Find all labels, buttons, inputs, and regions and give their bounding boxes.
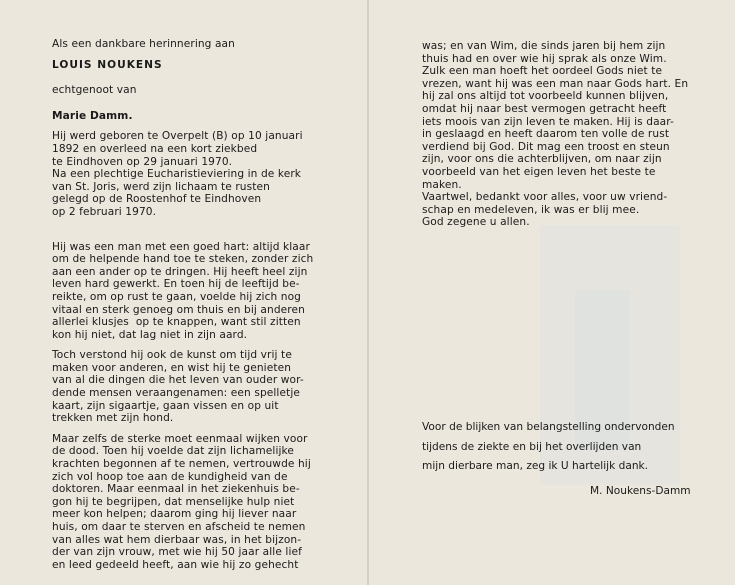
card-fold <box>367 0 369 585</box>
text-line: gon hij te begrijpen, dat menselijke hulp niet <box>52 495 295 508</box>
text-line: was; en van Wim, die sinds jaren bij hem zijn <box>422 40 666 52</box>
text-line: trekken met zijn hond. <box>52 412 174 425</box>
tribute-continuation <box>422 40 707 65</box>
text-line: maken. <box>422 178 462 191</box>
tribute-paragraph-3 <box>52 433 342 572</box>
text-line: Vaartwel, bedankt voor alles, voor uw vriend- <box>422 191 668 204</box>
intro-text: Als een dankbare herinnering aan <box>52 38 235 50</box>
text-line: reikte, om op rust te gaan, voelde hij zich nog <box>52 290 301 303</box>
tribute-paragraph-4 <box>422 65 707 191</box>
text-line: en leed gedeeld heeft, aan wie hij zo gehecht <box>52 558 299 571</box>
thanks-paragraph <box>422 418 707 477</box>
spouse-name: Marie Damm. <box>52 109 133 122</box>
text-line: aan een ander op te dringen. Hij heeft heel zijn <box>52 265 308 278</box>
text-line: te Eindhoven op 29 januari 1970. <box>52 155 233 168</box>
text-line: vrezen, want hij was een man naar Gods hart. En <box>422 77 689 90</box>
text-line: van al die dingen die het leven van ouder wor- <box>52 374 304 387</box>
farewell-paragraph <box>422 191 707 216</box>
text-line: om de helpende hand toe te steken, zonder zich <box>52 253 314 266</box>
text-line: van St. Joris, werd zijn lichaam te rusten <box>52 180 270 193</box>
text-line: Maar zelfs de sterke moet eenmaal wijken voor <box>52 432 308 445</box>
text-line: thuis had en over wie hij sprak als onze Wim. <box>422 52 667 65</box>
text-line: de dood. Toen hij voelde dat zijn lichamelijke <box>52 445 295 458</box>
text-line: verdiend bij God. Dit mag een troost en steun <box>422 140 670 153</box>
birth-paragraph <box>52 130 342 168</box>
text-line: iets moois van zijn leven te maken. Hij is daar- <box>422 115 674 128</box>
text-line: Hij was een man met een goed hart: altijd klaar <box>52 240 310 253</box>
text-line: Na een plechtige Eucharistieviering in de kerk <box>52 168 302 181</box>
left-page <box>52 38 342 571</box>
text-line: allerlei klusjes op te knappen, want stil zitten <box>52 316 301 329</box>
text-line: huis, om daar te sterven en afscheid te nemen <box>52 521 306 533</box>
text-line: tijdens de ziekte en bij het overlijden van <box>422 440 642 453</box>
right-page <box>422 40 707 229</box>
text-line: mijn dierbare man, zeg ik U hartelijk dank. <box>422 460 649 472</box>
text-line: Toch verstond hij ook de kunst om tijd vrij te <box>52 349 292 362</box>
text-line: Zulk een man hoeft het oordeel Gods niet te <box>422 65 663 78</box>
text-line: op 2 februari 1970. <box>52 205 157 218</box>
text-line: leven hard gewerkt. En toen hij de leeftijd be- <box>52 278 300 291</box>
text-line: gelegd op de Roostenhof te Eindhoven <box>52 193 262 206</box>
text-line: der van zijn vrouw, met wie hij 50 jaar alle lief <box>52 546 302 559</box>
tribute-paragraph-2 <box>52 349 342 425</box>
blessing-text: God zegene u allen. <box>422 216 530 229</box>
text-line: doktoren. Maar eenmaal in het ziekenhuis be- <box>52 483 300 496</box>
text-line: 1892 en overleed na een kort ziekbed <box>52 142 258 155</box>
text-line: hij zal ons altijd tot voorbeeld kunnen blijven, <box>422 90 669 103</box>
tribute-paragraph-1 <box>52 241 342 342</box>
text-line: in geslaagd en heeft daarom ten volle de rust <box>422 128 670 141</box>
funeral-paragraph <box>52 168 342 218</box>
text-line: zijn, voor ons die achterblijven, om naar zijn <box>422 153 662 166</box>
text-line: krachten begonnen af te nemen, vertrouwde hij <box>52 458 311 471</box>
text-line: meer kon helpen; daarom ging hij liever naar <box>52 508 297 521</box>
deceased-name: LOUIS NOUKENS <box>52 58 163 71</box>
text-line: kon hij niet, dat lag niet in zijn aard. <box>52 328 248 341</box>
text-line: Hij werd geboren te Overpelt (B) op 10 januari <box>52 130 303 143</box>
text-line: dende mensen veraangenamen: een spelletje <box>52 387 301 400</box>
text-line: voorbeeld van het eigen leven het beste te <box>422 165 656 178</box>
text-line: schap en medeleven, ik was er blij mee. <box>422 203 640 216</box>
text-line: Voor de blijken van belangstelling ondervonden <box>422 421 675 433</box>
signature-name: M. Noukens-Damm <box>590 485 691 497</box>
text-line: kaart, zijn sigaartje, gaan vissen en op uit <box>52 399 279 412</box>
text-line: maken voor anderen, en wist hij te genieten <box>52 361 292 374</box>
text-line: zich vol hoop toe aan de kundigheid van de <box>52 470 288 483</box>
text-line: omdat hij naar best vermogen getracht heeft <box>422 102 667 115</box>
spouse-intro: echtgenoot van <box>52 84 137 97</box>
text-line: vitaal en sterk genoeg om thuis en bij anderen <box>52 303 305 316</box>
text-line: van alles wat hem dierbaar was, in het bijzon- <box>52 533 302 546</box>
